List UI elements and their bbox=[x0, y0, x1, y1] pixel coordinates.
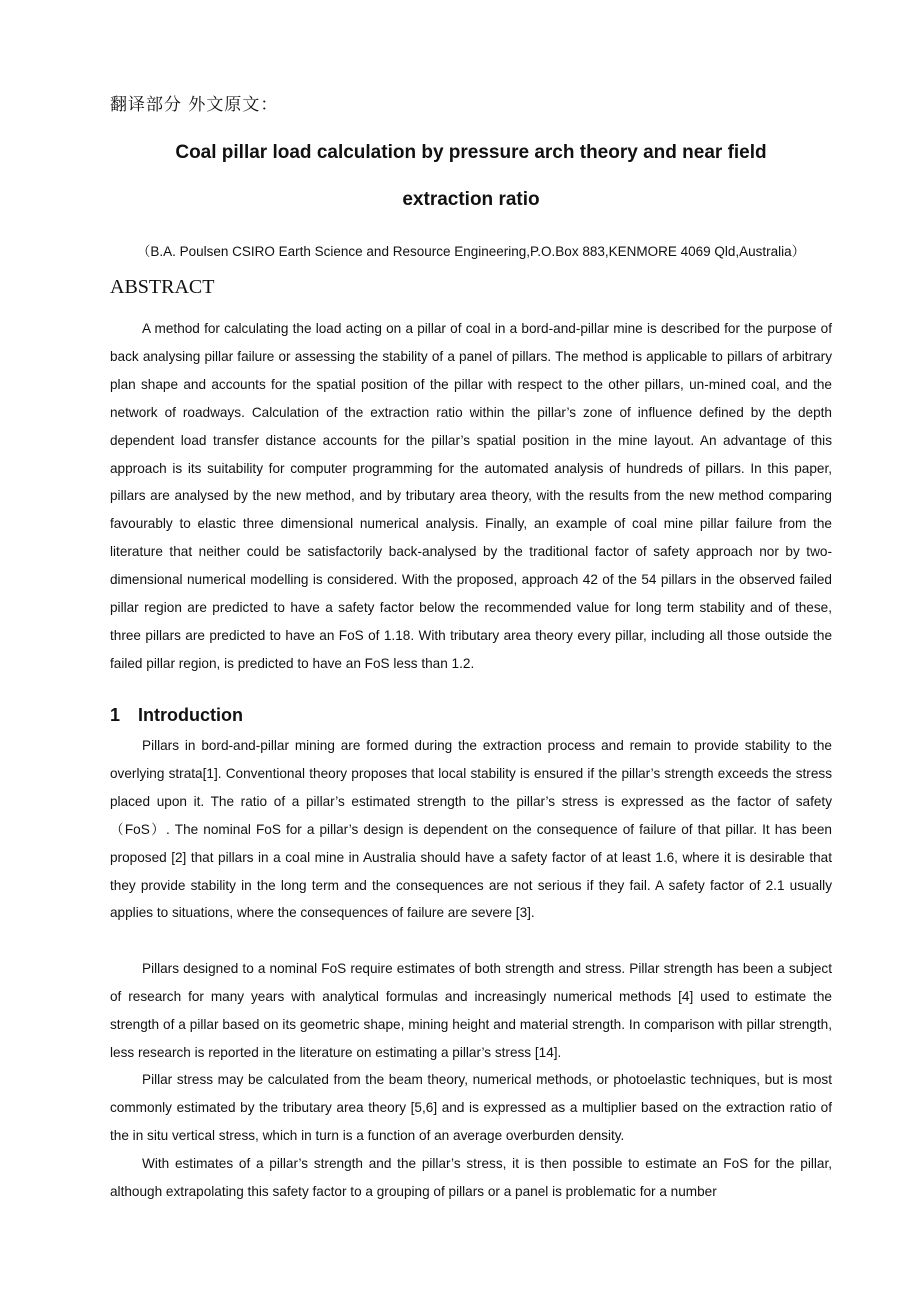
section-heading bbox=[110, 705, 243, 726]
translation-section-label: 翻译部分 外文原文： bbox=[110, 95, 279, 115]
body-paragraph: Pillars designed to a nominal FoS require estimates of both strength and stress. Pillar strength has been a subject of research for many years with analytical formulas and increasingly numerical methods [4] used to estimate the strength of a pillar based on its geometric shape, mining height and material strength. In comparison with pillar strength, less research is reported in the literature on estimating a pillar’s stress [14]. bbox=[110, 961, 832, 1060]
abstract-heading: ABSTRACT bbox=[110, 276, 215, 298]
paper-title-line-2: extraction ratio bbox=[402, 189, 540, 210]
section-title: Introduction bbox=[138, 705, 243, 725]
author-affiliation: （B.A. Poulsen CSIRO Earth Science and Resource Engineering,P.O.Box 883,KENMORE 4069 Qld,Australia） bbox=[136, 244, 806, 259]
paper-title-line-1: Coal pillar load calculation by pressure arch theory and near field bbox=[175, 142, 767, 163]
body-paragraph: Pillar stress may be calculated from the beam theory, numerical methods, or photoelastic techniques, but is most commonly estimated by the tributary area theory [5,6] and is expressed as a multiplier based on the extraction ratio of the in situ vertical stress, which in turn is a function of an average overburden density. bbox=[110, 1072, 832, 1143]
body-paragraph: Pillars in bord-and-pillar mining are formed during the extraction process and remain to provide stability to the overlying strata[1]. Conventional theory proposes that local stability is ensured if the pillar’s strength exceeds the stress placed upon it. The ratio of a pillar’s estimated strength to the pillar’s stress is expressed as the factor of safety （FoS）. The nominal FoS for a pillar’s design is dependent on the consequence of failure of that pillar. It has been proposed [2] that pillars in a coal mine in Australia should have a safety factor of at least 1.6, where it is desirable that they provide stability in the long term and the consequences are not serious if they fail. A safety factor of 2.1 usually applies to situations, where the consequences of failure are severe [3]. bbox=[110, 738, 832, 921]
abstract-paragraph: A method for calculating the load acting on a pillar of coal in a bord-and-pillar mine is described for the purpose of back analysing pillar failure or assessing the stability of a panel of pillars. The method is applicable to pillars of arbitrary plan shape and accounts for the spatial position of the pillar with respect to the other pillars, un-mined coal, and the network of roadways. Calculation of the extraction ratio within the pillar’s zone of influence defined by the depth dependent load transfer distance accounts for the pillar’s spatial position in the mine layout. An advantage of this approach is its suitability for computer programming for the automated analysis of hundreds of pillars. In this paper, pillars are analysed by the new method, and by tributary area theory, with the results from the new method comparing favourably to elastic three dimensional numerical analysis. Finally, an example of coal mine pillar failure from the literature that neither could be satisfactorily back-analysed by the traditional factor of safety approach nor by two-dimensional numerical modelling is considered. With the proposed, approach 42 of the 54 pillars in the observed failed pillar region are predicted to have a safety factor below the recommended value for long term stability and of these, three pillars are predicted to have an FoS of 1.18. With tributary area theory every pillar, including all those outside the failed pillar region, is predicted to have an FoS less than 1.2. bbox=[110, 321, 832, 671]
body-paragraph: With estimates of a pillar’s strength and the pillar’s stress, it is then possible to estimate an FoS for the pillar, although extrapolating this safety factor to a grouping of pillars or a panel is problematic for a number bbox=[110, 1156, 832, 1199]
section-number: 1 bbox=[110, 705, 121, 725]
